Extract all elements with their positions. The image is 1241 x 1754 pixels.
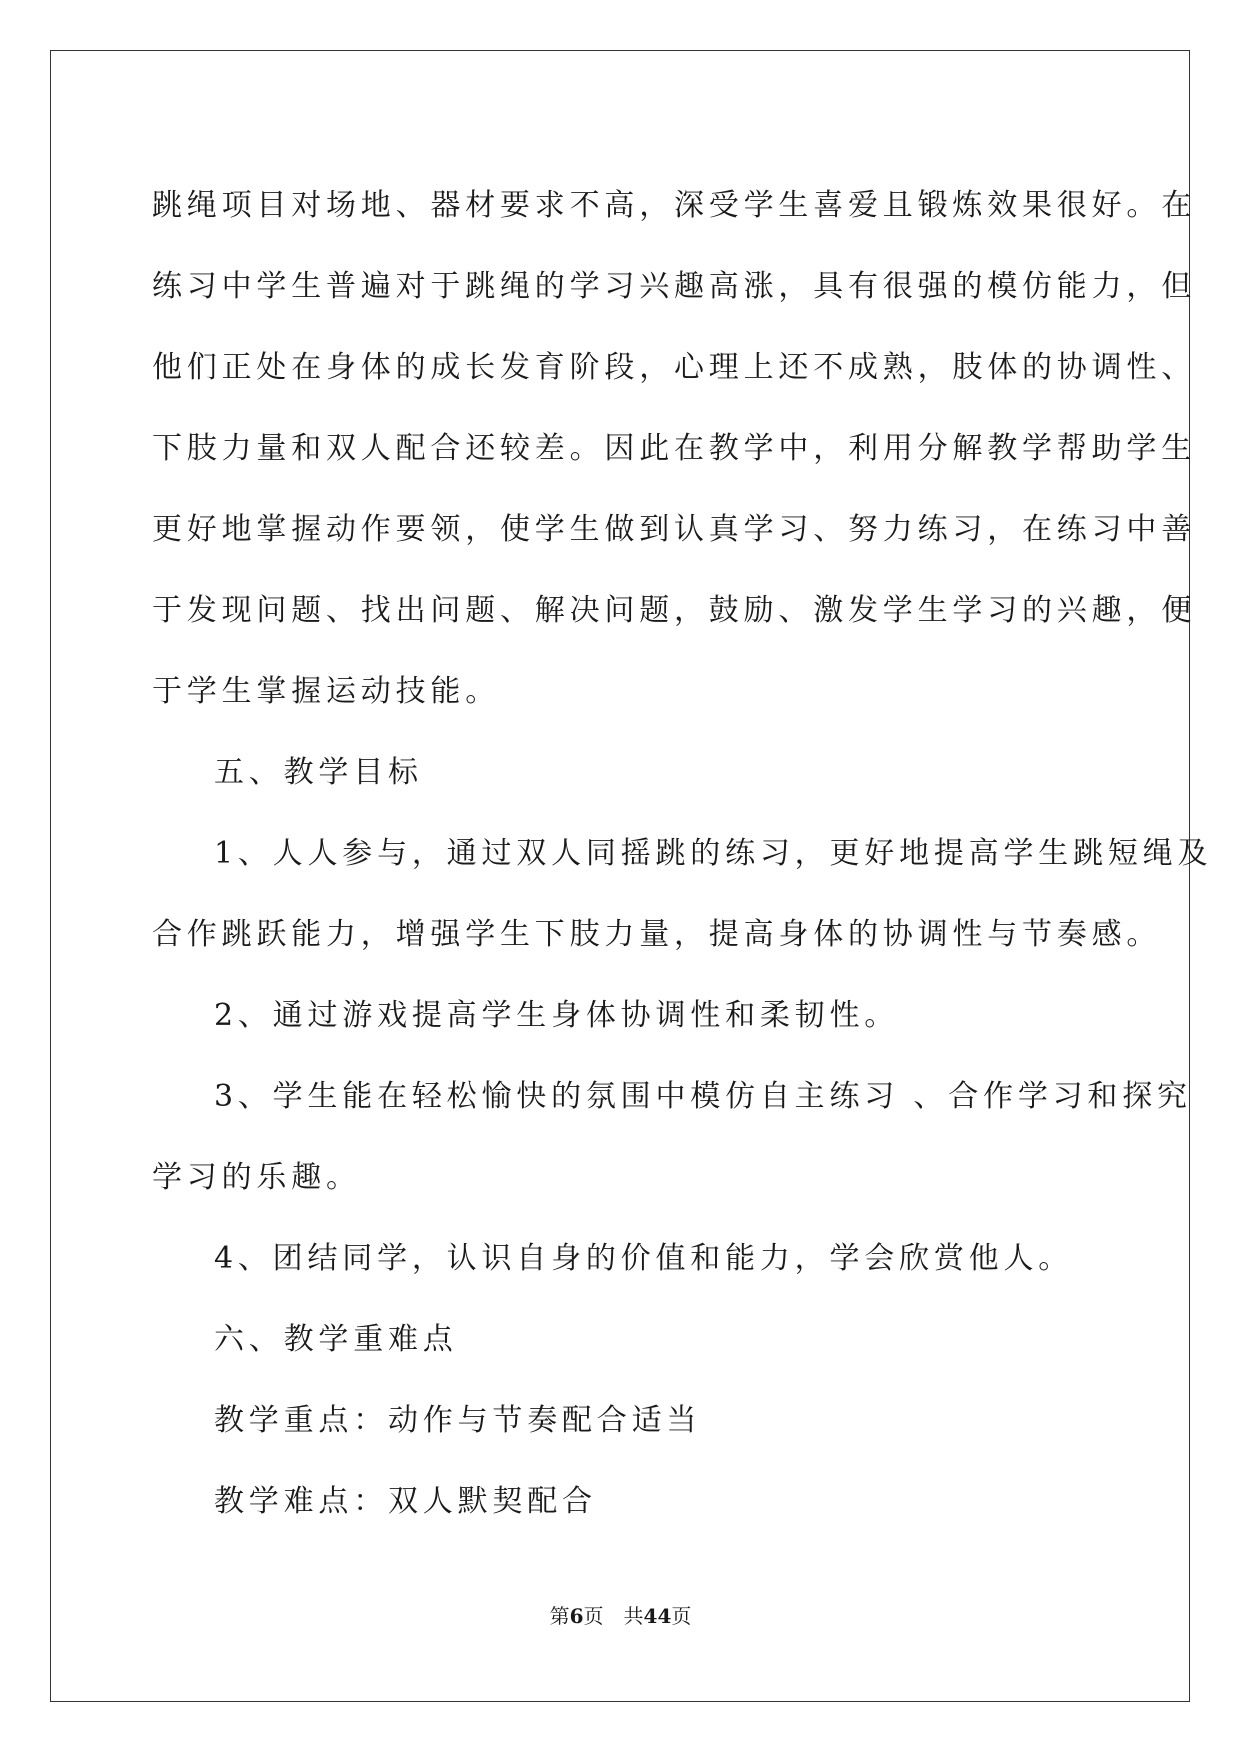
total-pages: 44	[643, 1604, 672, 1628]
objective-item-1: 1、人人参与，通过双人同摇跳的练习，更好地提高学生跳短绳及	[214, 836, 1213, 871]
document-body	[152, 165, 1213, 1542]
objective-item-2: 2、通过游戏提高学生身体协调性和柔韧性。	[214, 998, 900, 1033]
footer-total-prefix: 共	[623, 1604, 644, 1628]
objective-item-4: 4、团结同学，认识自身的价值和能力，学会欣赏他人。	[214, 1241, 1074, 1276]
footer-total-suffix: 页	[671, 1604, 692, 1628]
footer-page-suffix: 页	[583, 1604, 604, 1628]
key-point: 教学重点：动作与节奏配合适当	[214, 1403, 702, 1438]
body-line: 下肢力量和双人配合还较差。因此在教学中，利用分解教学帮助学生	[152, 431, 1196, 466]
section-heading-objectives: 五、教学目标	[214, 755, 423, 790]
objective-item-1-continued: 合作跳跃能力，增强学生下肢力量，提高身体的协调性与节奏感。	[152, 917, 1162, 952]
body-line: 他们正处在身体的成长发育阶段，心理上还不成熟，肢体的协调性、	[152, 350, 1196, 385]
difficult-point: 教学难点：双人默契配合	[214, 1484, 597, 1519]
objective-item-3: 3、学生能在轻松愉快的氛围中模仿自主练习 、合作学习和探究	[214, 1079, 1192, 1114]
body-line: 跳绳项目对场地、器材要求不高，深受学生喜爱且锻炼效果很好。在	[152, 188, 1196, 223]
body-line: 更好地掌握动作要领，使学生做到认真学习、努力练习，在练习中善	[152, 512, 1196, 547]
body-line: 于学生掌握运动技能。	[152, 674, 500, 709]
footer-page-prefix: 第	[549, 1604, 570, 1628]
page-footer	[0, 1600, 1241, 1629]
section-heading-key-points: 六、教学重难点	[214, 1322, 458, 1357]
objective-item-3-continued: 学习的乐趣。	[152, 1160, 361, 1195]
body-line: 于发现问题、找出问题、解决问题，鼓励、激发学生学习的兴趣，便	[152, 593, 1196, 628]
page-number: 6	[569, 1604, 584, 1628]
body-line: 练习中学生普遍对于跳绳的学习兴趣高涨，具有很强的模仿能力，但	[152, 269, 1196, 304]
